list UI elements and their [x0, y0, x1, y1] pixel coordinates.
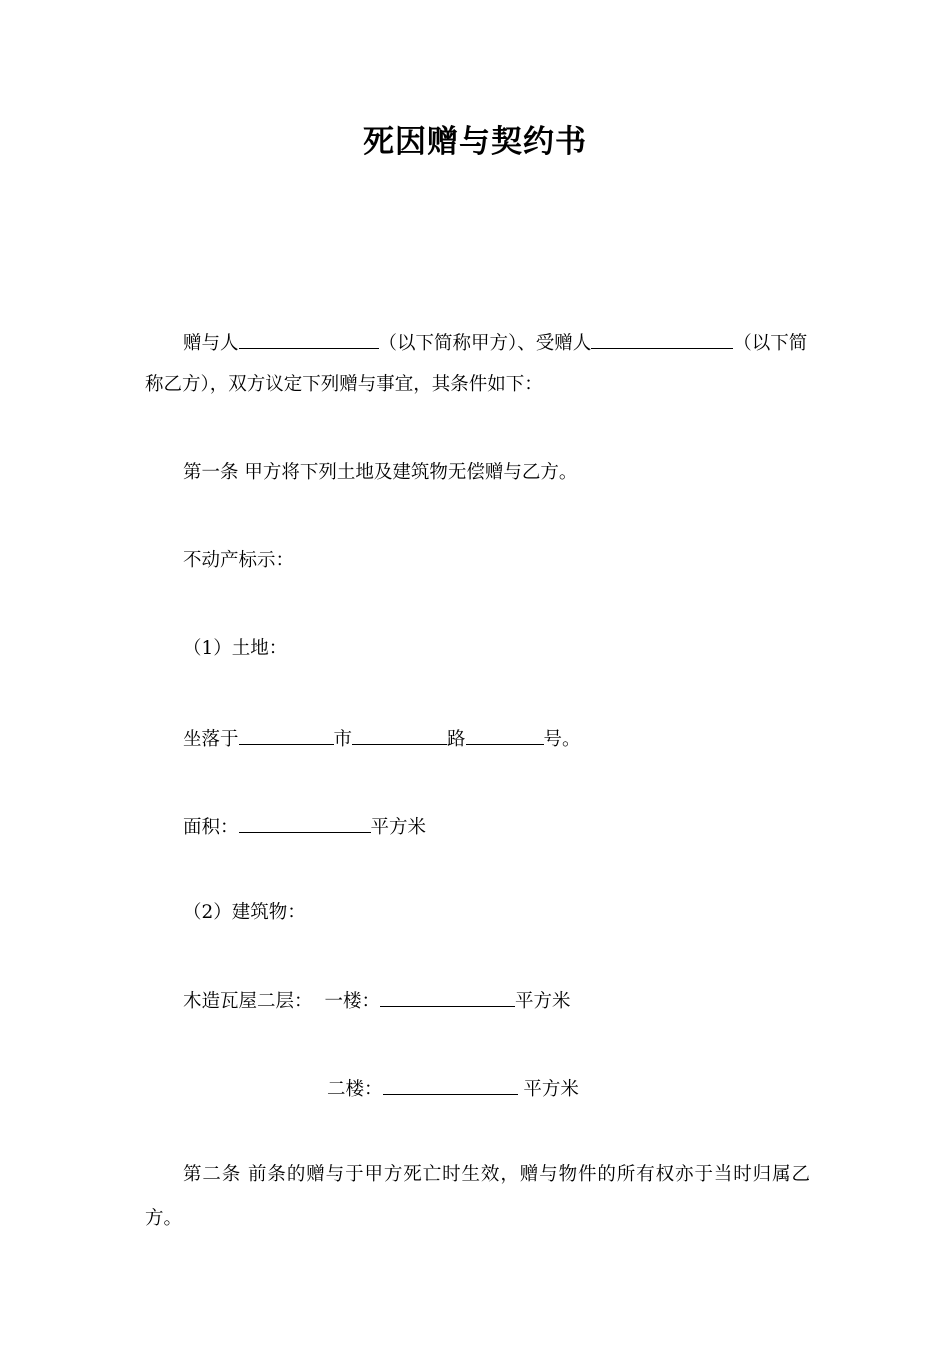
floor2-blank	[383, 1074, 518, 1095]
document-title: 死因赠与契约书	[363, 124, 587, 160]
donor-label: 赠与人	[183, 333, 239, 354]
property-heading: 不动产标示：	[183, 550, 295, 571]
number-label: 号。	[543, 729, 581, 750]
location-line	[183, 724, 581, 753]
building-floor1-line	[183, 986, 571, 1015]
location-prefix: 坐落于	[183, 729, 239, 750]
intro-line-1	[183, 328, 807, 357]
donor-suffix: （以下简称甲方）、受赠人	[378, 333, 592, 354]
area-unit: 平方米	[370, 817, 427, 838]
building-type: 木造瓦屋二层：	[183, 991, 313, 1012]
donor-name-blank	[239, 328, 379, 349]
floor2-label: 二楼：	[327, 1079, 383, 1100]
intro-line-2: 称乙方），双方议定下列赠与事宜，其条件如下：	[145, 374, 543, 395]
donee-name-blank	[591, 328, 733, 349]
building-heading: （2）建筑物：	[183, 902, 306, 923]
city-blank	[239, 724, 334, 745]
donee-suffix: （以下简	[733, 333, 808, 354]
city-label: 市	[333, 729, 353, 750]
article-1: 第一条 甲方将下列土地及建筑物无偿赠与乙方。	[183, 462, 578, 483]
land-heading: （1）土地：	[183, 638, 288, 659]
floor1-blank	[380, 986, 515, 1007]
area-blank	[239, 812, 371, 833]
building-floor2-line	[327, 1074, 579, 1103]
floor1-label: 一楼：	[324, 991, 381, 1012]
road-blank	[352, 724, 447, 745]
road-label: 路	[447, 729, 466, 750]
floor1-unit: 平方米	[515, 991, 571, 1012]
area-label: 面积：	[183, 817, 239, 838]
area-line	[183, 812, 426, 841]
number-blank	[466, 724, 544, 745]
floor2-unit: 平方米	[517, 1079, 579, 1100]
article-2: 第二条 前条的赠与于甲方死亡时生效，赠与物件的所有权亦于当时归属乙方。	[145, 1164, 810, 1229]
